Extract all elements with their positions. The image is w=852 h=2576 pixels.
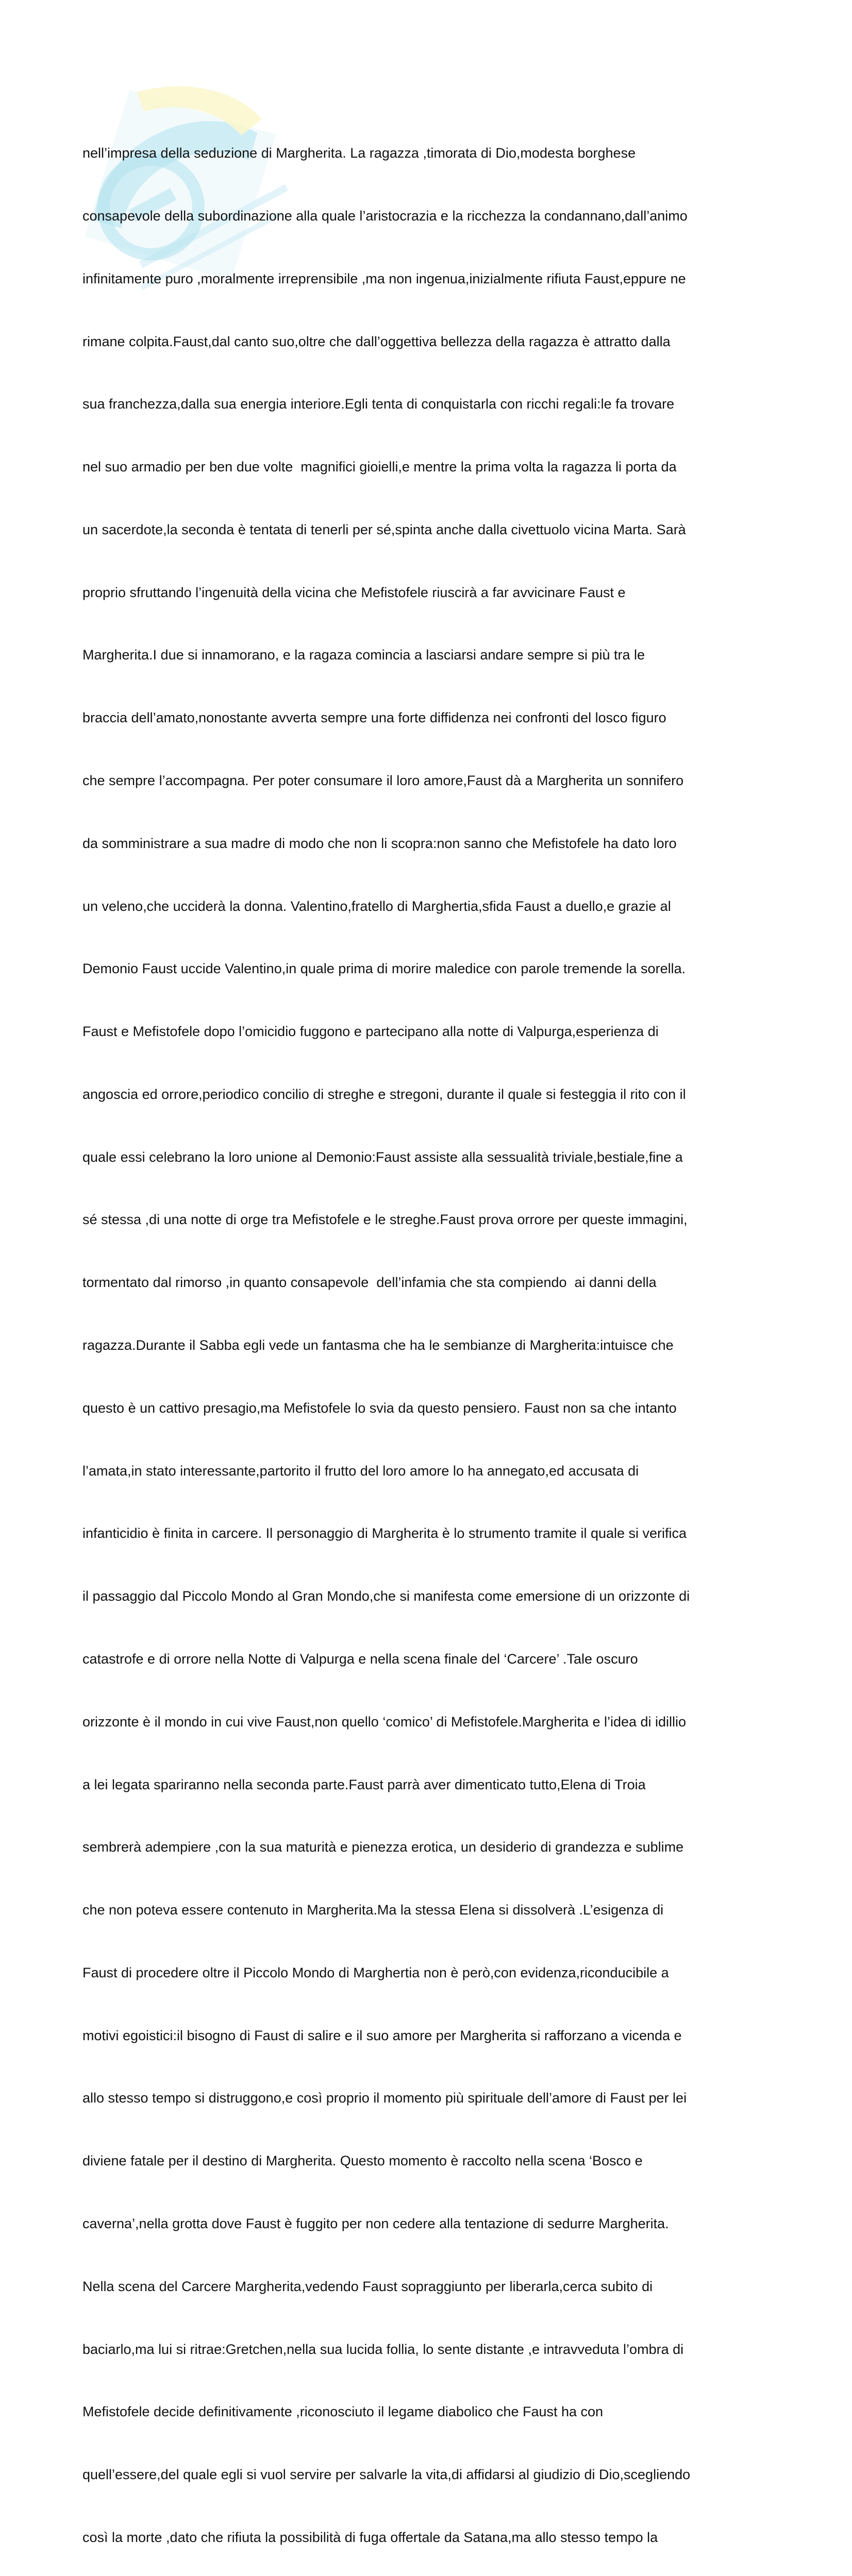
text-line: Faust di procedere oltre il Piccolo Mondo di Marghertia non è però,con evidenza,riconducibile a [82, 1964, 669, 1980]
text-line: infinitamente puro ,moralmente irreprensibile ,ma non ingenua,inizialmente rifiuta Faust,eppure ne [82, 270, 686, 286]
text-line: allo stesso tempo si distruggono,e così proprio il momento più spirituale dell’amore di Faust per lei [82, 2090, 687, 2106]
text-line: sua franchezza,dalla sua energia interiore.Egli tenta di conquistarla con ricchi regali:le fa trovare [82, 396, 675, 412]
text-line: nell’impresa della seduzione di Margherita. La ragazza ,timorata di Dio,modesta borghese [82, 145, 636, 161]
text-line: quale essi celebrano la loro unione al Demonio:Faust assiste alla sessualità triviale,bestiale,fine a [82, 1149, 683, 1165]
text-line: consapevole della subordinazione alla quale l’aristocrazia e la ricchezza la condannano,dall’animo [82, 208, 688, 224]
text-line: proprio sfruttando l’ingenuità della vicina che Mefistofele riuscirà a far avvicinare Faust e [82, 584, 626, 600]
text-line: quell’essere,del quale egli si vuol servire per salvarle la vita,di affidarsi al giudizio di Dio,scegliendo [82, 2467, 691, 2483]
text-line: Margherita.I due si innamorano, e la ragaza comincia a lasciarsi andare sempre si più tra le [82, 647, 645, 663]
text-line: braccia dell’amato,nonostante avverta sempre una forte diffidenza nei confronti del losco figuro [82, 710, 666, 726]
text-line: un veleno,che ucciderà la donna. Valentino,fratello di Marghertia,sfida Faust a duello,e grazie al [82, 898, 671, 914]
text-line: motivi egoistici:il bisogno di Faust di salire e il suo amore per Margherita si rafforzano a vicenda e [82, 2027, 682, 2043]
text-line: catastrofe e di orrore nella Notte di Valpurga e nella scena finale del ‘Carcere’ .Tale oscuro [82, 1651, 638, 1667]
text-line: così la morte ,dato che rifiuta la possibilità di fuga offertale da Satana,ma allo stesso tempo la [82, 2529, 658, 2545]
text-line: questo è un cattivo presagio,ma Mefistofele lo svia da questo pensiero. Faust non sa che intanto [82, 1400, 677, 1416]
text-line: l’amata,in stato interessante,partorito il frutto del loro amore lo ha annegato,ed accusata di [82, 1463, 639, 1479]
text-line: baciarlo,ma lui si ritrae:Gretchen,nella sua lucida follia, lo sente distante ,e intravveduta l’ombra di [82, 2341, 684, 2357]
text-line: a lei legata spariranno nella seconda parte.Faust parrà aver dimenticato tutto,Elena di Troia [82, 1776, 646, 1792]
text-line: infanticidio è finita in carcere. Il personaggio di Margherita è lo strumento tramite il quale si verifica [82, 1526, 687, 1541]
text-line: sembrerà adempiere ,con la sua maturità e pienezza erotica, un desiderio di grandezza e sublime [82, 1839, 684, 1855]
text-line: da somministrare a sua madre di modo che non li scopra:non sanno che Mefistofele ha dato loro [82, 835, 677, 851]
text-line: Nella scena del Carcere Margherita,vedendo Faust sopraggiunto per liberarla,cerca subito di [82, 2278, 653, 2294]
text-line: caverna’,nella grotta dove Faust è fuggito per non cedere alla tentazione di sedurre Margherita. [82, 2215, 669, 2231]
text-line: Faust e Mefistofele dopo l’omicidio fuggono e partecipano alla notte di Valpurga,esperienza di [82, 1024, 659, 1040]
text-line: sé stessa ,di una notte di orge tra Mefistofele e le streghe.Faust prova orrore per queste immagini, [82, 1212, 688, 1228]
text-line: un sacerdote,la seconda è tentata di tenerli per sé,spinta anche dalla civettuolo vicina Marta. Sarà [82, 521, 686, 537]
text-line: ragazza.Durante il Sabba egli vede un fantasma che ha le sembianze di Margherita:intuisce che [82, 1337, 674, 1353]
text-line: angoscia ed orrore,periodico concilio di streghe e stregoni, durante il quale si festeggia il rito con il [82, 1086, 686, 1102]
document-body [82, 101, 783, 2576]
text-line: che non poteva essere contenuto in Margherita.Ma la stessa Elena si dissolverà .L’esigenza di [82, 1902, 664, 1918]
text-line: il passaggio dal Piccolo Mondo al Gran Mondo,che si manifesta come emersione di un orizzonte di [82, 1588, 690, 1604]
text-line: rimane colpita.Faust,dal canto suo,oltre che dall’oggettiva bellezza della ragazza è attratto dalla [82, 333, 671, 349]
text-line: orizzonte è il mondo in cui vive Faust,non quello ‘comico’ di Mefistofele.Margherita e l’idea di idillio [82, 1714, 687, 1730]
text-line: Demonio Faust uccide Valentino,in quale prima di morire maledice con parole tremende la sorella. [82, 961, 686, 977]
text-line: nel suo armadio per ben due volte magnifici gioielli,e mentre la prima volta la ragazza li porta da [82, 459, 677, 475]
text-line: Mefistofele decide definitivamente ,riconosciuto il legame diabolico che Faust ha con [82, 2404, 604, 2420]
text-line: tormentato dal rimorso ,in quanto consapevole dell’infamia che sta compiendo ai danni della [82, 1275, 657, 1291]
text-line: che sempre l’accompagna. Per poter consumare il loro amore,Faust dà a Margherita un sonnifero [82, 773, 684, 788]
text-line: diviene fatale per il destino di Margherita. Questo momento è raccolto nella scena ‘Bosco e [82, 2153, 643, 2169]
